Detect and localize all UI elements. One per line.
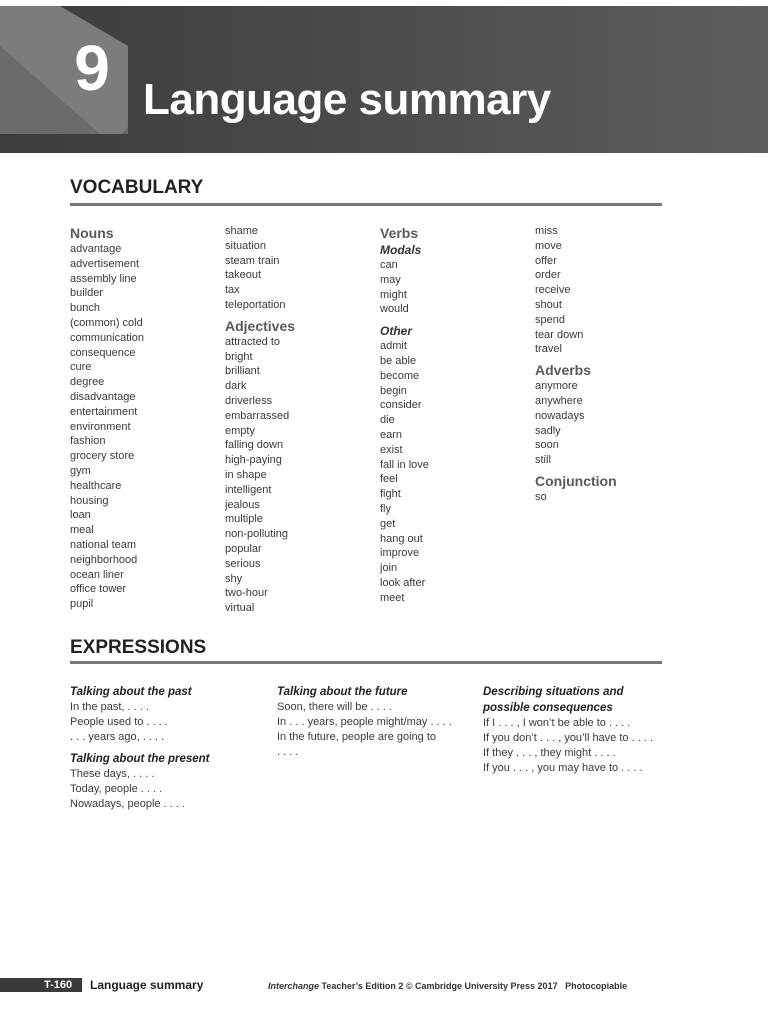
adjective-item: non-polluting [225, 528, 288, 541]
verb-item: admit [380, 340, 407, 353]
noun-item: degree [70, 376, 105, 389]
consequence-heading-line1: Describing situations and [483, 686, 624, 698]
expression-line: . . . years ago, . . . . [70, 731, 165, 743]
verb-item: improve [380, 547, 420, 560]
noun-item: meal [70, 524, 94, 537]
adjective-item: dark [225, 380, 247, 393]
verb-item: receive [535, 284, 571, 297]
verb-item: fight [380, 488, 401, 501]
adjective-item: two-hour [225, 587, 268, 600]
adverb-item: sadly [535, 424, 561, 437]
noun-item: consequence [70, 346, 136, 359]
nouns-heading: Nouns [70, 225, 114, 241]
adjective-item: attracted to [225, 335, 281, 348]
noun-item: loan [70, 509, 91, 522]
adjective-item: embarrassed [225, 409, 290, 422]
verb-item: die [380, 414, 395, 427]
adverbs-heading: Adverbs [535, 362, 592, 379]
adjective-item: empty [225, 424, 255, 437]
verb-item: join [380, 562, 398, 575]
adjective-item: multiple [225, 513, 263, 526]
vocabulary-heading: VOCABULARY [70, 177, 204, 198]
noun-item: national team [70, 538, 137, 551]
expression-line: If I . . . , I won’t be able to . . . . [483, 717, 631, 729]
expression-line: If they . . . , they might . . . . [483, 747, 616, 759]
conjunction-item: so [535, 490, 547, 503]
adjective-item: shy [225, 572, 243, 585]
expression-line: These days, . . . . [70, 768, 155, 780]
verb-item: meet [380, 591, 405, 604]
past-heading: Talking about the past [70, 686, 192, 698]
verb-item: be able [380, 354, 417, 367]
verb-item: begin [380, 384, 407, 397]
footer-photocopiable: Photocopiable [565, 981, 628, 991]
adjective-item: driverless [225, 394, 273, 407]
modal-verb-item: can [380, 259, 398, 271]
noun-item: communication [70, 331, 144, 344]
expression-line: People used to . . . . [70, 716, 168, 728]
modal-verb-item: would [380, 303, 409, 316]
consequence-expressions [483, 684, 653, 776]
adjective-item: brilliant [225, 365, 260, 378]
noun-item: neighborhood [70, 553, 138, 566]
expression-line: Nowadays, people . . . . [70, 798, 185, 810]
noun-item: assembly line [70, 272, 137, 285]
footer-page-number: T-160 [44, 979, 73, 991]
noun-item: gym [70, 464, 91, 477]
noun-item: ocean liner [70, 568, 124, 581]
noun-item: advertisement [70, 257, 140, 270]
conjunction-heading: Conjunction [535, 472, 617, 489]
verb-item: hang out [380, 532, 423, 545]
noun-item: office tower [70, 583, 127, 596]
verbs-heading: Verbs [380, 225, 419, 241]
verb-item: order [535, 269, 561, 282]
noun-item: advantage [70, 243, 122, 255]
verb-item: tear down [535, 328, 584, 341]
footer-book-title: Interchange [268, 981, 320, 991]
noun-item: steam train [225, 254, 280, 267]
expression-line: Soon, there will be . . . . [277, 701, 392, 713]
footer-section-title: Language summary [90, 978, 204, 992]
future-heading: Talking about the future [277, 686, 408, 698]
verb-item: spend [535, 313, 565, 326]
adverb-item: anywhere [535, 394, 583, 407]
noun-item: tax [225, 284, 240, 297]
verb-item: offer [535, 254, 557, 267]
footer-copyright-text: Teacher’s Edition 2 © Cambridge University Press 2017 [319, 981, 558, 991]
modal-verb-item: may [380, 273, 401, 286]
unit-number: 9 [74, 32, 110, 104]
noun-item: housing [70, 494, 109, 507]
title-banner [0, 6, 768, 153]
verb-item: earn [380, 428, 403, 441]
verb-item: move [535, 239, 562, 252]
noun-item: cure [70, 361, 92, 374]
adjective-item: serious [225, 557, 261, 570]
noun-item: grocery store [70, 450, 135, 463]
expression-line: In the future, people are going to [277, 731, 437, 743]
noun-item: teleportation [225, 298, 286, 311]
noun-item: situation [225, 239, 266, 252]
verb-item: get [380, 517, 396, 530]
modal-verb-item: might [380, 288, 407, 301]
expressions-heading: EXPRESSIONS [70, 637, 207, 658]
expression-line: . . . . [277, 746, 299, 758]
noun-item: takeout [225, 269, 262, 282]
noun-item: bunch [70, 302, 100, 315]
expression-line: In . . . years, people might/may . . . . [277, 716, 452, 728]
expressions-rule [70, 661, 662, 664]
verb-item: exist [380, 443, 403, 456]
adverb-item: soon [535, 439, 559, 452]
verb-item: fall in love [380, 458, 429, 471]
noun-item: entertainment [70, 405, 138, 418]
adjective-item: popular [225, 542, 262, 555]
verb-item: feel [380, 473, 398, 486]
verb-item: look after [380, 576, 426, 589]
adjective-item: high-paying [225, 454, 282, 467]
adjective-item: intelligent [225, 483, 272, 496]
noun-item: shame [225, 225, 259, 237]
adjectives-column [225, 224, 295, 616]
future-expressions [277, 684, 452, 760]
verb-item: consider [380, 399, 422, 412]
expression-line: Today, people . . . . [70, 783, 163, 795]
footer-copyright [268, 980, 627, 992]
expression-line: If you don’t . . . , you’ll have to . . . . [483, 732, 653, 744]
noun-item: pupil [70, 598, 94, 611]
other-heading: Other [380, 324, 413, 339]
adverbs-column [535, 224, 617, 505]
modals-heading: Modals [380, 243, 422, 257]
expression-line: In the past, . . . . [70, 701, 149, 713]
consequence-heading-line2: possible consequences [483, 702, 613, 714]
adverb-item: nowadays [535, 409, 585, 422]
adjectives-heading: Adjectives [225, 317, 296, 334]
adjective-item: jealous [225, 498, 260, 511]
adverb-item: still [535, 454, 551, 467]
past-expressions [70, 684, 210, 812]
verb-item: miss [535, 225, 558, 237]
nouns-column [70, 222, 144, 612]
noun-item: environment [70, 420, 131, 433]
noun-item: disadvantage [70, 390, 136, 403]
adverb-item: anymore [535, 380, 578, 393]
noun-item: (common) cold [70, 316, 143, 329]
adjective-item: falling down [225, 439, 284, 452]
verb-item: fly [380, 502, 391, 515]
noun-item: fashion [70, 435, 106, 448]
noun-item: healthcare [70, 479, 122, 492]
expression-line: If you . . . , you may have to . . . . [483, 762, 643, 774]
adjective-item: in shape [225, 468, 267, 481]
noun-item: builder [70, 287, 104, 300]
vocabulary-rule [70, 203, 662, 206]
verb-item: become [380, 369, 420, 382]
verb-item: travel [535, 343, 562, 356]
verbs-column [380, 222, 429, 606]
present-heading: Talking about the present [70, 753, 210, 765]
adjective-item: virtual [225, 602, 255, 615]
adjective-item: bright [225, 350, 253, 363]
page-title: Language summary [143, 75, 551, 124]
verb-item: shout [535, 298, 562, 311]
